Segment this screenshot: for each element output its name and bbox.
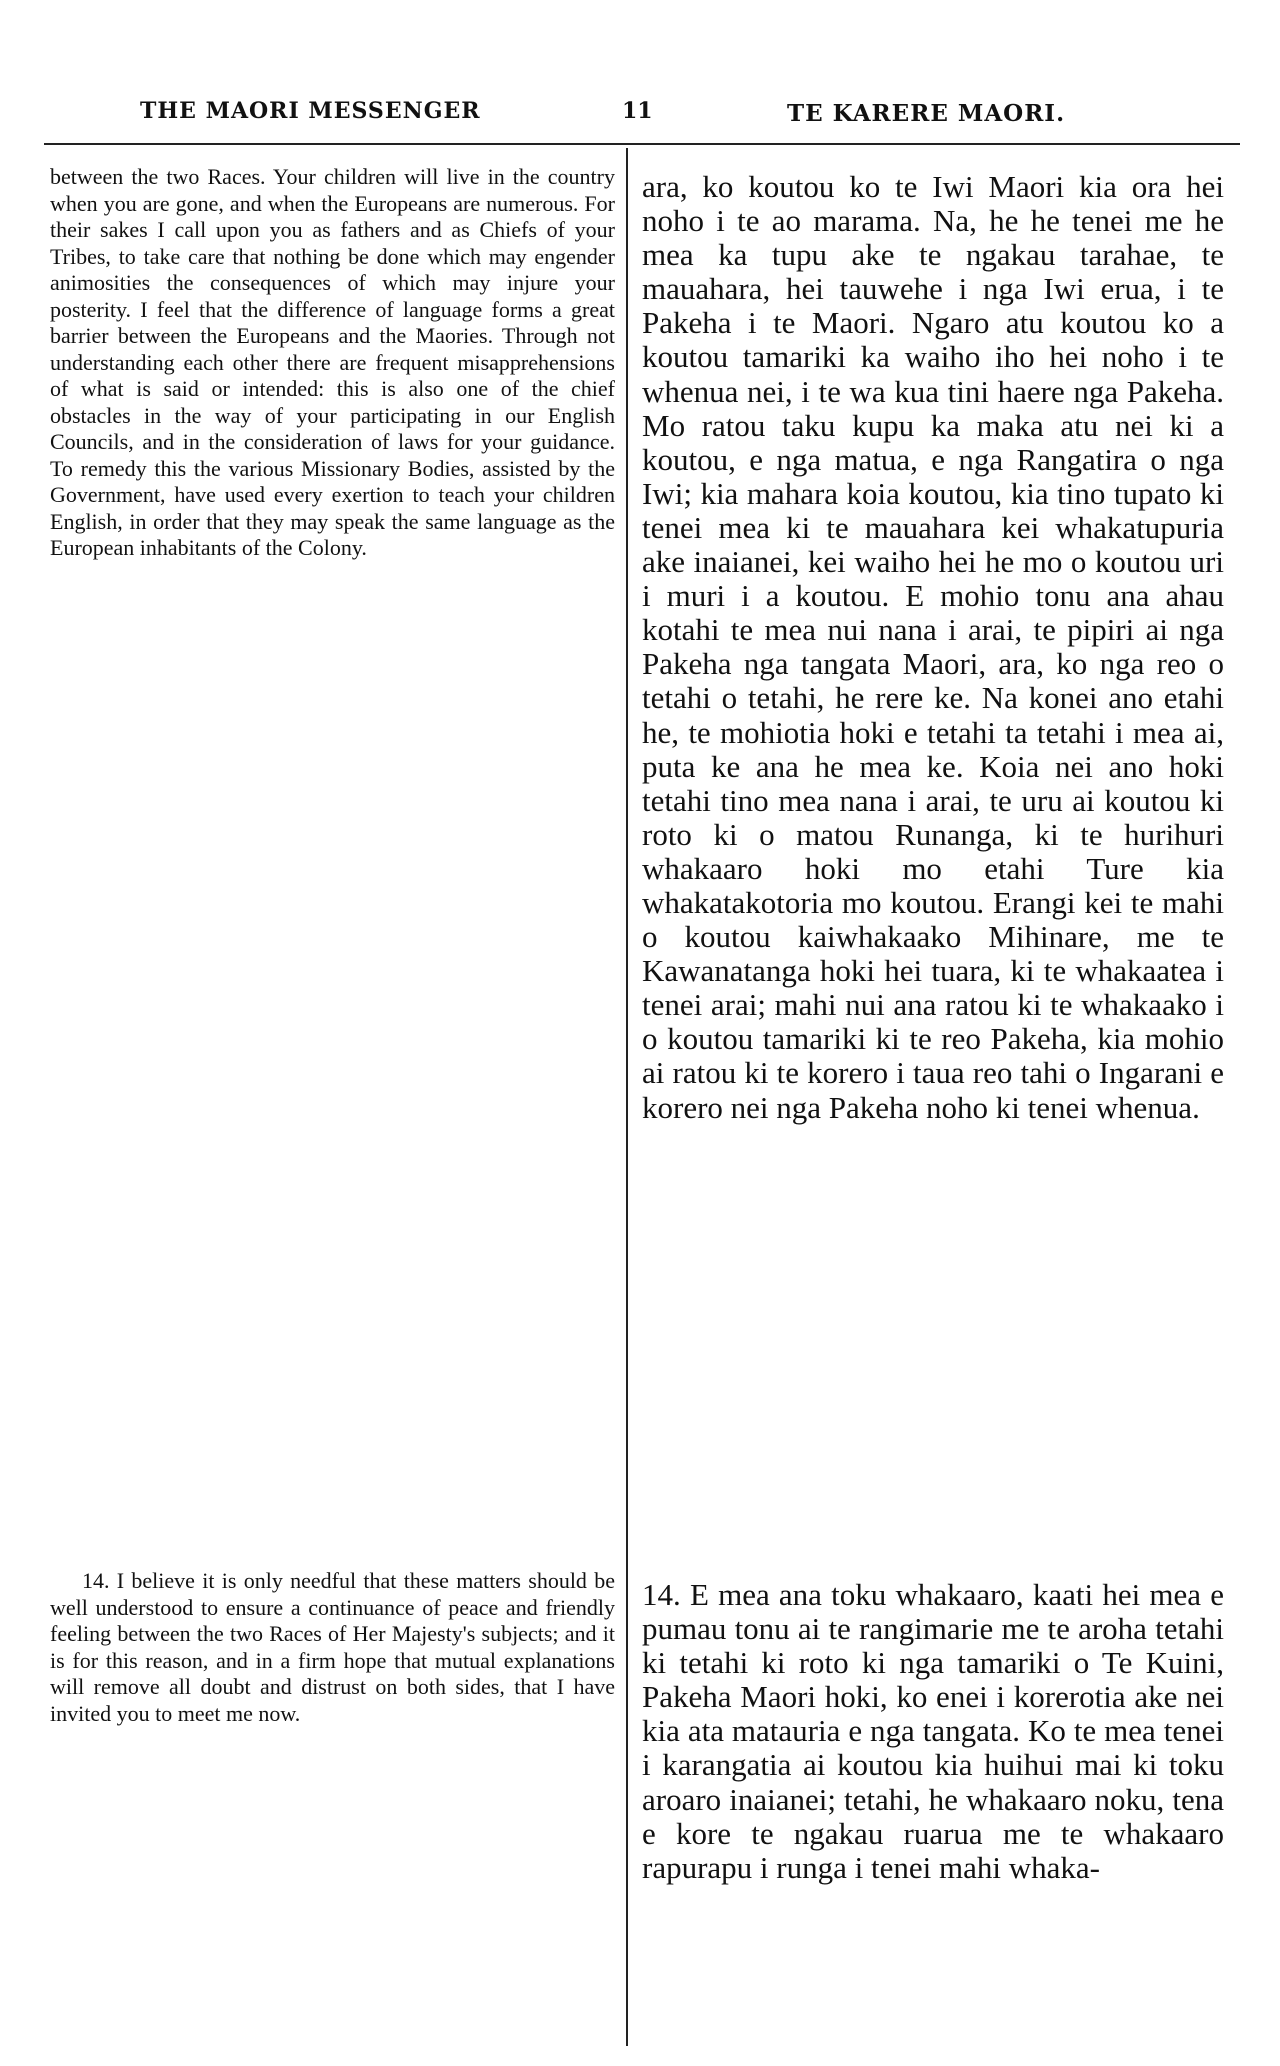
maori-column-bottom [642, 1578, 1224, 1885]
maori-column-top [642, 170, 1224, 1125]
maori-running-title: TE KARERE MAORI. [787, 100, 1066, 127]
maori-paragraph-14: 14. E mea ana toku whakaaro, kaati hei mea e pumau tonu ai te rangimarie me te aroha tetahi ki tetahi ki roto ki nga tamariki o Te Kuini, Pakeha Maori hoki, ko enei i korerotia ake nei kia ata matauria e nga tangata. Ko te mea tenei i karangatia ai koutou kia huihui mai ki toku aroaro inaianei; tetahi, he whakaaro noku, tena e kore te ngakau ruarua me te whakaaro rapurapu i runga i tenei mahi whaka- [642, 1577, 1224, 1885]
column-divider [626, 148, 628, 2046]
page-number: 11 [622, 98, 653, 124]
english-column-bottom [50, 1568, 615, 1727]
maori-paragraph: ara, ko koutou ko te Iwi Maori kia ora hei noho i te ao marama. Na, he he tenei me he mea ka tupu ake te ngakau tarahae, te mauahara, hei tauwehe i nga Iwi erua, i te Pakeha i te Maori. Ngaro atu koutou ko a koutou tamariki ka waiho iho hei noho i te whenua nei, i te wa kua tini haere nga Pakeha. Mo ratou taku kupu ka maka atu nei ki a koutou, e nga matua, e nga Rangatira o nga Iwi; kia mahara koia koutou, kia tino tupato ki tenei mea ki te mauahara kei whakatupuria ake inaianei, kei waiho hei he mo o koutou uri i muri i a koutou. E mohio tonu ana ahau kotahi te mea nui nana i arai, te pipiri ai nga Pakeha nga tangata Maori, ara, ko nga reo o tetahi o tetahi, he rere ke. Na konei ano etahi he, te mohiotia hoki e tetahi ta tetahi i mea ai, puta ke ana he mea ke. Koia nei ano hoki tetahi tino mea nana i arai, te uru ai koutou ki roto ki o matou Runanga, ki te hurihuri whakaaro hoki mo etahi Ture kia whakatakotoria mo koutou. Erangi kei te mahi o koutou kaiwhakaako Mihinare, me te Kawanatanga hoki hei tuara, ki te whakaatea i tenei arai; mahi nui ana ratou ki te whakaako i o koutou tamariki ki te reo Pakeha, kia mohio ai ratou ki te korero i taua reo tahi o Ingarani e korero nei nga Pakeha noho ki tenei whenua. [642, 169, 1224, 1125]
header-rule [44, 143, 1240, 145]
english-running-title: THE MAORI MESSENGER [140, 98, 481, 124]
english-paragraph: between the two Races. Your children will live in the country when you are gone, and when the Europeans are numerous. For their sakes I call upon you as fathers and as Chiefs of your Tribes, to take care that nothing be done which may engender animosities the consequences of which may injure your posterity. I feel that the difference of language forms a great barrier between the Europeans and the Maories. Through not understanding each other there are frequent misapprehensions of what is said or intended: this is also one of the chief obstacles in the way of your participating in our English Councils, and in the consideration of laws for your guidance. To remedy this the various Missionary Bodies, assisted by the Government, have used every exertion to teach your children English, in order that they may speak the same language as the European inhabitants of the Colony. [50, 164, 615, 560]
english-paragraph-14: 14. I believe it is only needful that these matters should be well understood to ensure a continuance of peace and friendly feeling between the two Races of Her Majesty's subjects; and it is for this reason, and in a firm hope that mutual explanations will remove all doubt and distrust on both sides, that I have invited you to meet me now. [50, 1568, 615, 1726]
english-column-top [50, 164, 615, 562]
page-header [0, 98, 1280, 138]
